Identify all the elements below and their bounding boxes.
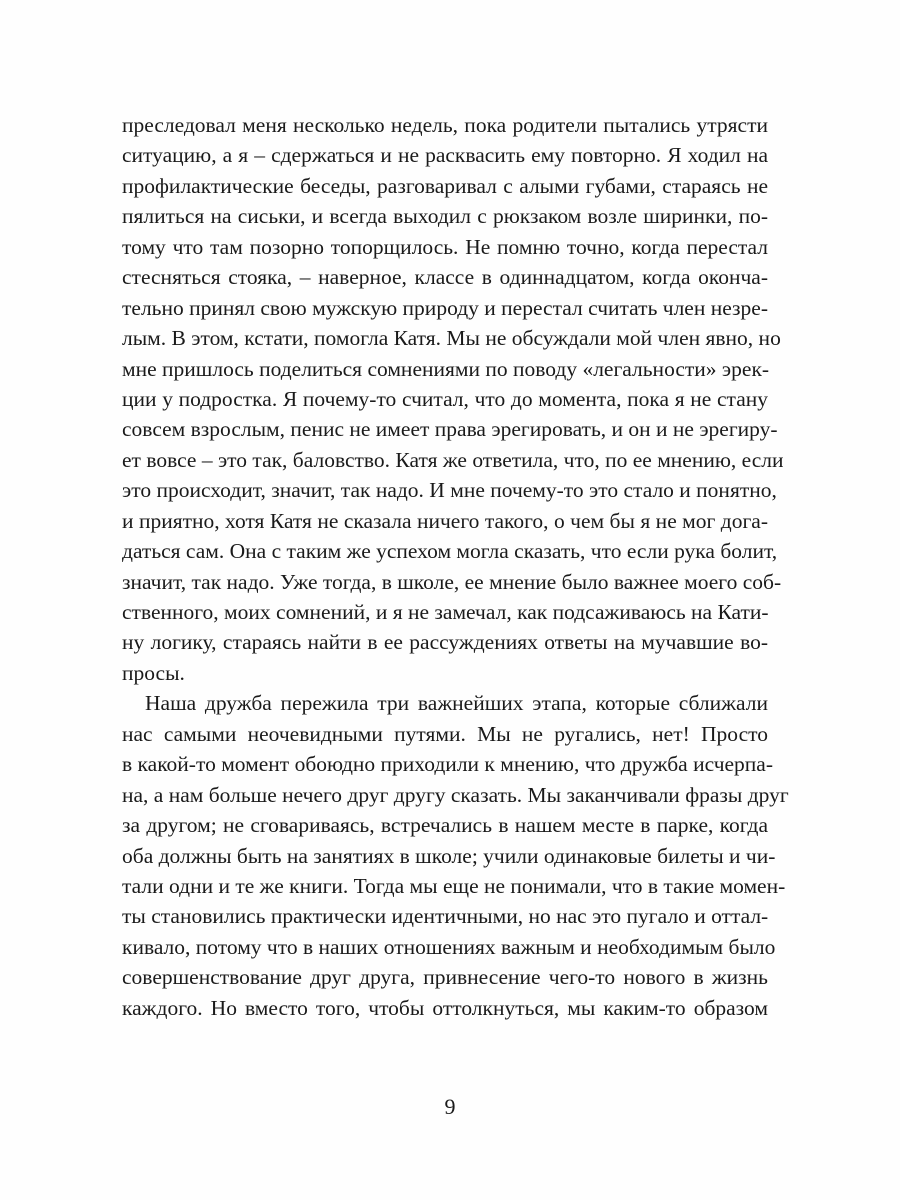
text-line: тому что там позорно топорщилось. Не помню точно, когда перестал <box>122 234 768 259</box>
text-line: и приятно, хотя Катя не сказала ничего такого, о чем бы я не мог дога- <box>122 508 768 533</box>
text-line: каждого. Но вместо того, чтобы оттолкнуться, мы каким-то образом <box>122 995 768 1020</box>
text-line: совершенствование друг друга, привнесение чего-то нового в жизнь <box>122 965 768 990</box>
text-line: это происходит, значит, так надо. И мне почему-то это стало и понятно, <box>122 478 777 503</box>
text-line: ситуацию, а я – сдержаться и не расквасить ему повторно. Я ходил на <box>122 143 768 168</box>
text-line: ственного, моих сомнений, и я не замечал, как подсаживаюсь на Кати- <box>122 600 769 624</box>
text-line: в какой-то момент обоюдно приходили к мнению, что дружба исчерпа- <box>122 752 774 777</box>
paragraph <box>122 688 789 1023</box>
text-line: профилактические беседы, разговаривал с алыми губами, стараясь не <box>122 173 768 198</box>
text-line: Наша дружба пережила три важнейших этапа, которые сближали <box>145 691 768 716</box>
text-line: ты становились практически идентичными, но нас это пугало и оттал- <box>122 904 769 929</box>
text-line: ет вовсе – это так, баловство. Катя же ответила, что, по ее мнению, если <box>122 447 784 472</box>
text-line: лым. В этом, кстати, помогла Катя. Мы не обсуждали мой член явно, но <box>122 326 781 351</box>
text-line: стесняться стояка, – наверное, классе в одиннадцатом, когда оконча- <box>122 265 768 290</box>
text-line: тельно принял свою мужскую природу и перестал считать член незре- <box>122 295 768 320</box>
text-line: мне пришлось поделиться сомнениями по поводу «легальности» эрек- <box>122 356 770 381</box>
text-line: пялиться на сиськи, и всегда выходил с рюкзаком возле ширинки, по- <box>122 204 768 229</box>
text-line: за другом; не сговариваясь, встречались в нашем месте в парке, когда <box>122 813 768 838</box>
text-line: просы. <box>122 660 185 685</box>
text-line: на, а нам больше нечего друг другу сказать. Мы заканчивали фразы друг <box>122 782 789 807</box>
text-line: ции у подростка. Я почему-то считал, что до момента, пока я не стану <box>122 386 768 411</box>
text-line: даться сам. Она с таким же успехом могла сказать, что если рука болит, <box>122 539 778 564</box>
text-line: нас самыми неочевидными путями. Мы не ругались, нет! Просто <box>122 721 768 746</box>
text-line: оба должны быть на занятиях в школе; учили одинаковые билеты и чи- <box>122 843 776 868</box>
text-line: совсем взрослым, пенис не имеет права эрегировать, и он и не эрегиру- <box>122 417 778 442</box>
paragraph <box>122 110 784 688</box>
text-line: значит, так надо. Уже тогда, в школе, ее мнение было важнее моего соб- <box>122 569 782 594</box>
body-text <box>122 110 789 1023</box>
page-number: 9 <box>444 1094 456 1119</box>
text-line: ну логику, стараясь найти в ее рассуждениях ответы на мучавшие во- <box>122 630 768 655</box>
text-line: преследовал меня несколько недель, пока родители пытались утрясти <box>122 113 768 137</box>
text-line: тали одни и те же книги. Тогда мы еще не понимали, что в такие момен- <box>122 873 786 898</box>
text-line: кивало, потому что в наших отношениях важным и необходимым было <box>122 934 776 959</box>
